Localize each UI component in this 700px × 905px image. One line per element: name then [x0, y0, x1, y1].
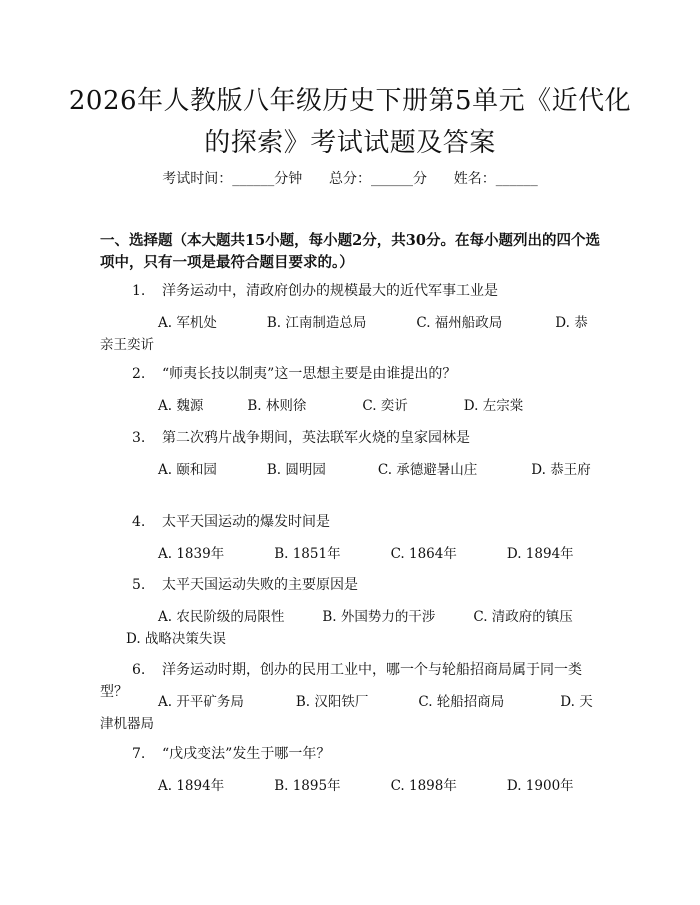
question-5: [100, 574, 600, 596]
question-2: [100, 363, 600, 385]
question-6-options: [100, 691, 600, 735]
question-number: 5.: [132, 577, 146, 593]
question-text: 洋务运动中，清政府创办的规模最大的近代军事工业是: [162, 283, 498, 299]
option-c: C. 1864年: [390, 546, 457, 562]
option-d: D. 左宗棠: [463, 398, 524, 414]
option-a: A. 军机处: [158, 315, 217, 331]
question-text: 太平天国运动失败的主要原因是: [162, 577, 358, 593]
question-3-options: [100, 459, 600, 481]
option-d: D. 1894年: [506, 546, 574, 562]
option-c: C. 轮船招商局: [418, 694, 505, 710]
option-d: D. 战略决策失误: [126, 631, 226, 647]
question-number: 7.: [132, 746, 146, 762]
question-text: “戊戌变法”发生于哪一年？: [162, 746, 331, 762]
option-d: D. 天津机器局: [100, 694, 593, 732]
option-b: B. 圆明园: [266, 462, 326, 478]
question-1: [100, 280, 600, 302]
question-text: 第二次鸦片战争期间，英法联军火烧的皇家园林是: [162, 430, 470, 446]
option-b: B. 1851年: [274, 546, 341, 562]
question-number: 3.: [132, 430, 146, 446]
option-b: B. 外国势力的干涉: [322, 609, 436, 625]
option-d: D. 恭亲王奕䜣: [100, 315, 588, 353]
option-c: C. 1898年: [390, 778, 457, 794]
exam-time-label: 考试时间：______分钟: [162, 171, 303, 187]
question-7: [100, 743, 600, 765]
question-4: [100, 511, 600, 533]
option-c: C. 承德避暑山庄: [377, 462, 478, 478]
question-5-options: [100, 606, 600, 650]
option-a: A. 颐和园: [158, 462, 217, 478]
option-a: A. 1894年: [158, 778, 225, 794]
question-number: 4.: [132, 514, 146, 530]
question-text: 太平天国运动的爆发时间是: [162, 514, 330, 530]
option-d: D. 1900年: [506, 778, 574, 794]
option-a: A. 开平矿务局: [158, 694, 244, 710]
option-c: C. 福州船政局: [416, 315, 503, 331]
question-7-options: [100, 775, 600, 797]
option-d: D. 恭王府: [531, 462, 591, 478]
section-heading: 一、选择题（本大题共15小题，每小题2分，共30分。在每小题列出的四个选项中，只有一项是最符合题目要求的。）: [100, 232, 600, 271]
question-3: [100, 427, 600, 449]
question-text: “师夷长技以制夷”这一思想主要是由谁提出的？: [162, 366, 457, 382]
question-1-options: [100, 312, 600, 356]
option-c: C. 奕䜣: [362, 398, 408, 414]
option-b: B. 林则徐: [247, 398, 307, 414]
option-b: B. 汉阳铁厂: [295, 694, 369, 710]
option-c: C. 清政府的镇压: [473, 609, 573, 625]
question-number: 1.: [132, 283, 146, 299]
option-b: B. 1895年: [274, 778, 341, 794]
option-b: B. 江南制造总局: [266, 315, 367, 331]
question-2-options: [100, 395, 600, 417]
question-number: 6.: [132, 662, 146, 678]
question-4-options: [100, 543, 600, 565]
question-text: 洋务运动时期，创办的民用工业中，哪一个与轮船招商局属于同一类型？: [100, 662, 582, 700]
option-a: A. 农民阶级的局限性: [158, 609, 285, 625]
option-a: A. 魏源: [158, 398, 204, 414]
question-number: 2.: [132, 366, 146, 382]
total-score-label: 总分：______分: [329, 171, 427, 187]
option-a: A. 1839年: [158, 546, 225, 562]
document-title: 2026年人教版八年级历史下册第5单元《近代化的探索》考试试题及答案: [68, 86, 632, 158]
exam-meta: [0, 168, 700, 188]
student-name-label: 姓名：______: [453, 171, 538, 187]
